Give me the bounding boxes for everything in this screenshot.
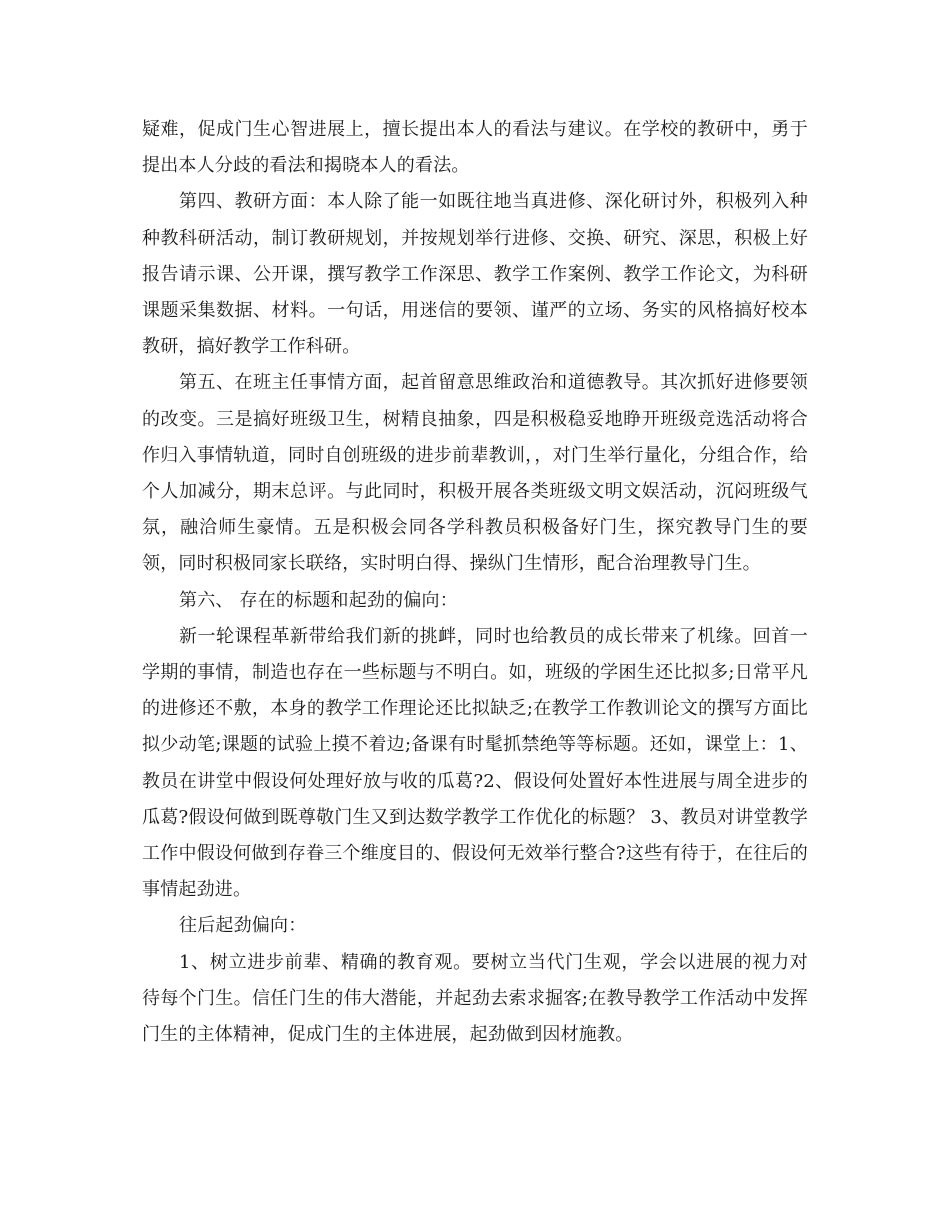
paragraph-class-teacher: 第五、在班主任事情方面，起首留意思维政治和道德教导。其次抓好进修要领的改变。三是搞好班级卫生，树精良抽象，四是积极稳妥地睁开班级竞选活动将合作归入事情轨道，同时自创班级的进步前辈教训，，对门生举行量化，分组合作，给个人加减分，期末总评。与此同时，积极开展各类班级文明文娱活动，沉闷班级气氛，融洽师生豪情。五是积极会同各学科教员积极备好门生，探究教导门生的要领，同时积极同家长联络，实时明白得、操纵门生情形，配合治理教导门生。: [142, 372, 808, 575]
document-body: [142, 112, 808, 1053]
paragraph-problems-heading: 第六、 存在的标题和起劲的偏向：: [179, 589, 458, 611]
paragraph-1: 疑难，促成门生心智进展上，擅长提出本人的看法与建议。在学校的教研中，勇于提出本人分歧的看法和揭晓本人的看法。: [142, 119, 808, 177]
paragraph-future-heading: 往后起劲偏向：: [179, 915, 307, 937]
paragraph-problems: 新一轮课程革新带给我们新的挑衅，同时也给教员的成长带来了机缘。回首一学期的事情，制造也存在一些标题与不明白。如，班级的学困生还比拟多;日常平凡的进修还不敷，本身的教学工作理论还比拟缺乏;在教学工作教训论文的撰写方面比拟少动笔;课题的试验上摸不着边;备课有时髦抓禁绝等等标题。还如，课堂上：1、教员在讲堂中假设何处理好放与收的瓜葛?2、假设何处置好本性进展与周全进步的瓜葛?假设何做到既尊敬门生又到达数学教学工作优化的标题？ 3、教员对讲堂教学工作中假设何做到存眷三个维度目的、假设何无效举行整合?这些有待于，在往后的事情起劲进。: [142, 625, 808, 901]
paragraph-research: 第四、教研方面：本人除了能一如既往地当真进修、深化研讨外，积极列入种种教科研活动，制订教研规划，并按规划举行进修、交换、研究、深思，积极上好报告请示课、公开课，撰写教学工作深思、教学工作案例、教学工作论文，为科研课题采集数据、材料。一句话，用迷信的要领、谨严的立场、务实的风格搞好校本教研，搞好教学工作科研。: [142, 191, 808, 358]
paragraph-future-item-1: 1、树立进步前辈、精确的教育观。要树立当代门生观，学会以进展的视力对待每个门生。信任门生的伟大潜能，并起劲去索求掘客;在教导教学工作活动中发挥门生的主体精神，促成门生的主体进展，起劲做到因材施教。: [142, 951, 808, 1046]
